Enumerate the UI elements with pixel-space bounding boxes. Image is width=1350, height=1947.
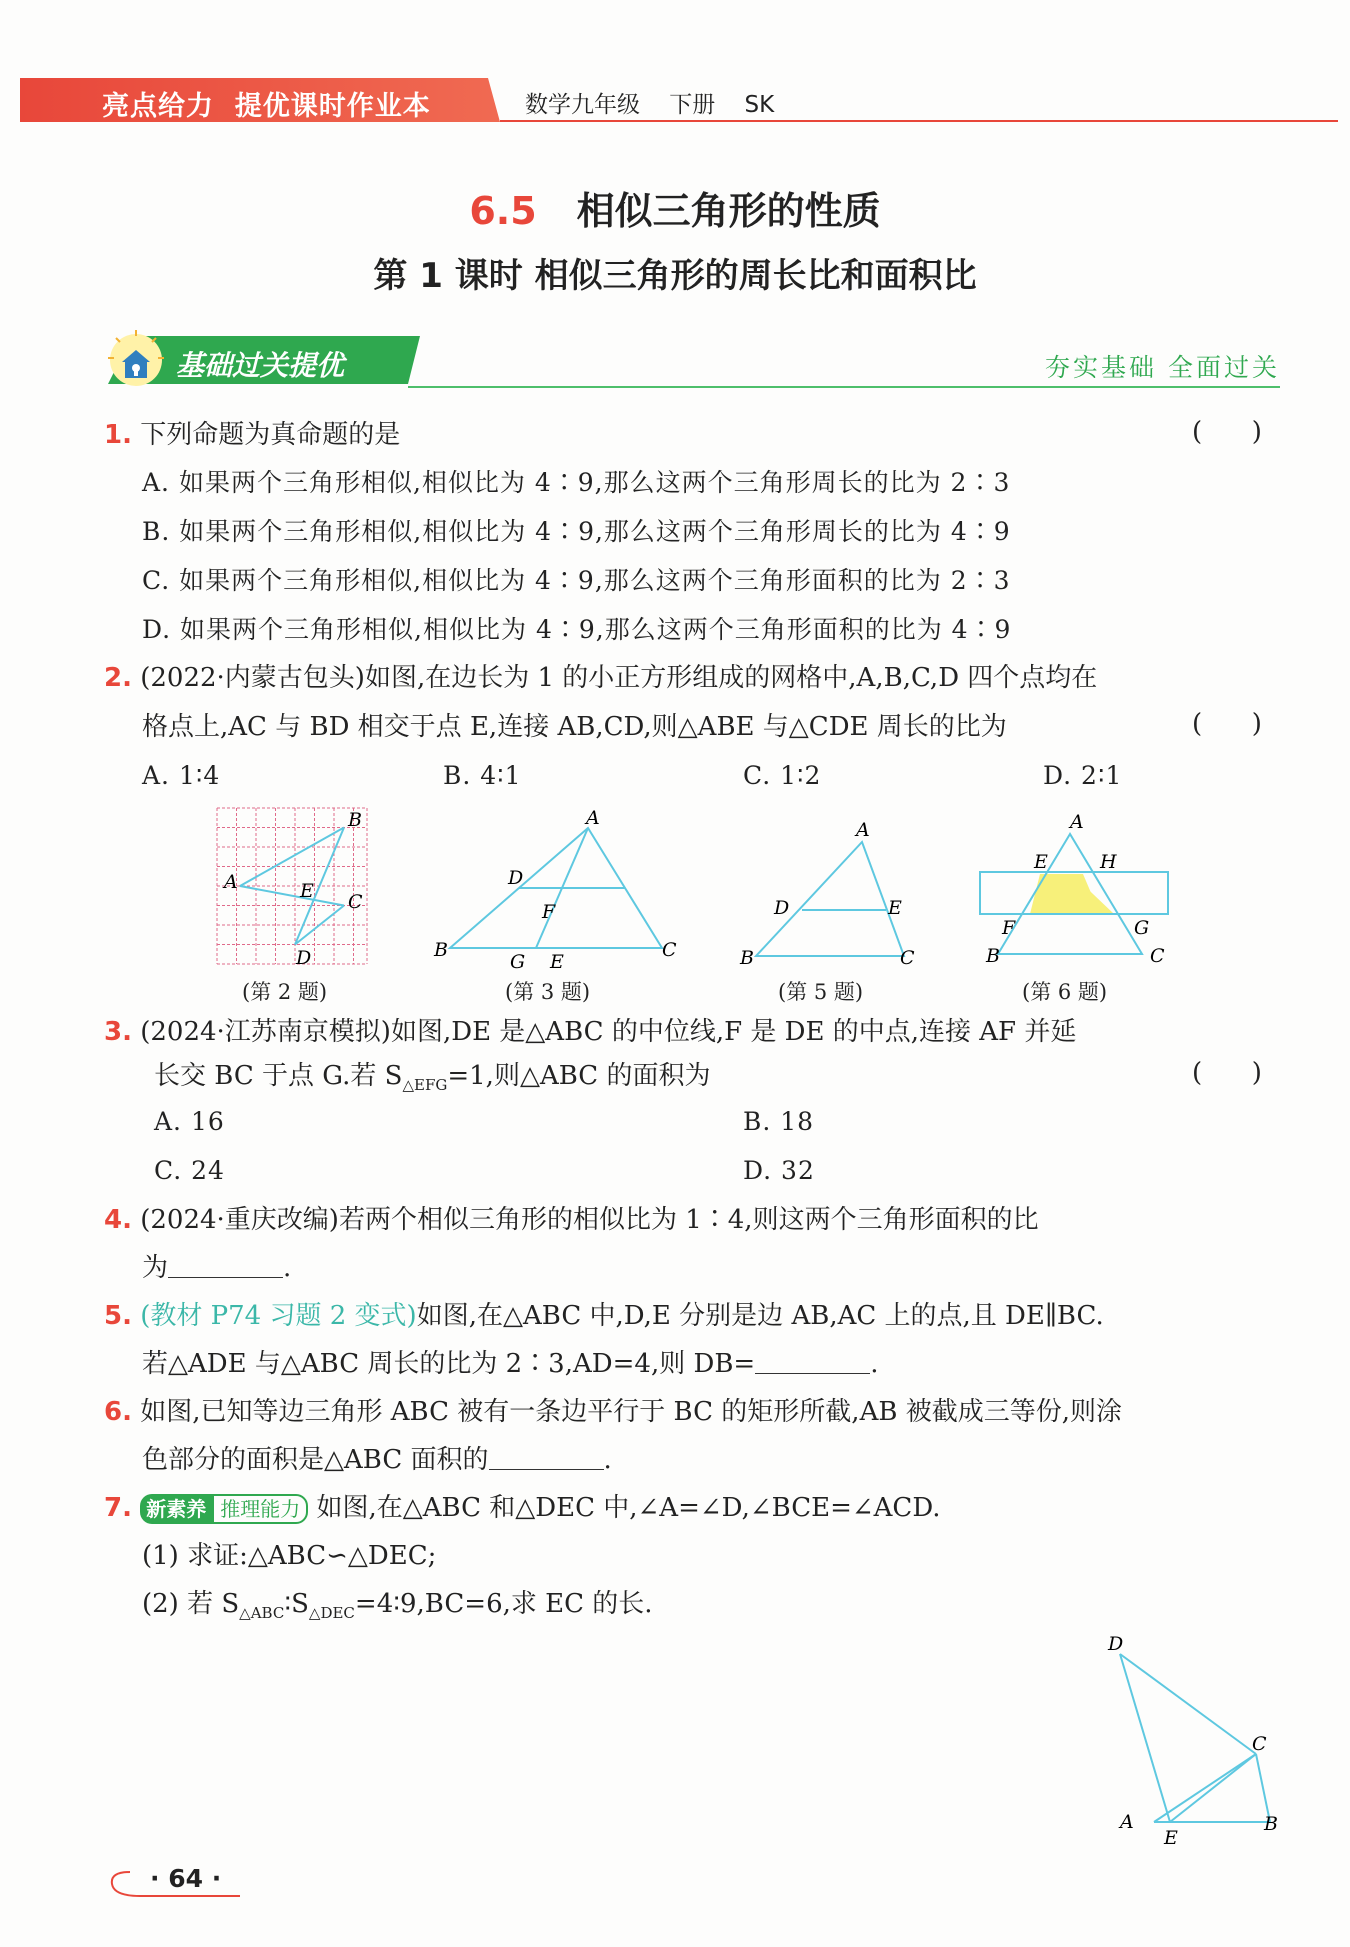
point-label-a: A (224, 871, 238, 893)
figure-q3 (430, 804, 690, 972)
ability-tag: 推理能力 (212, 1494, 308, 1524)
point-label-a: A (586, 807, 600, 829)
point-label-d: D (296, 947, 312, 968)
option-d: D. 如果两个三角形相似,相似比为 4∶9,那么这两个三角形面积的比为 4∶9 (142, 615, 1012, 644)
caption-q6: (第 6 题) (1022, 980, 1108, 1004)
option-a: A. 如果两个三角形相似,相似比为 4∶9,那么这两个三角形周长的比为 2∶3 (142, 468, 1011, 497)
lightbulb-house-icon (108, 330, 168, 390)
question-source: (教材 P74 习题 2 变式) (140, 1301, 417, 1331)
section-main-title: 相似三角形的性质 (576, 189, 881, 233)
question-number: 6. (104, 1397, 132, 1427)
figure-q7 (1100, 1630, 1300, 1850)
point-label-e: E (1034, 851, 1048, 873)
question-4 (104, 1202, 1039, 1238)
answer-blank[interactable] (168, 1255, 283, 1278)
point-label-g: G (1134, 917, 1150, 939)
caption-q5: (第 5 题) (778, 980, 864, 1004)
page-header (20, 78, 1338, 122)
point-label-e: E (550, 951, 564, 972)
option-d: D. 32 (743, 1156, 815, 1185)
answer-blank[interactable] (489, 1447, 604, 1470)
text-fragment: =1,则△ABC 的面积为 (447, 1061, 711, 1091)
point-label-d: D (1108, 1633, 1124, 1655)
option-a: A. 1∶4 (142, 761, 221, 790)
section-banner (108, 336, 1280, 388)
caption-q3: (第 3 题) (505, 980, 591, 1004)
point-label-b: B (434, 939, 448, 961)
question-text: 如图,已知等边三角形 ABC 被有一条边平行于 BC 的矩形所截,AB 被截成三等份,则涂 (140, 1397, 1122, 1427)
text-fragment: 若△ADE 与△ABC 周长的比为 2∶3,AD=4,则 DB= (142, 1349, 756, 1379)
option-b: B. 如果两个三角形相似,相似比为 4∶9,那么这两个三角形周长的比为 4∶9 (142, 517, 1011, 546)
question-7-part1: (1) 求证:△ABC∽△DEC; (142, 1541, 437, 1571)
option-a: A. 16 (154, 1107, 225, 1136)
point-label-f: F (542, 901, 556, 923)
answer-blank[interactable] (755, 1351, 870, 1374)
literacy-tag: 新素养 (140, 1494, 212, 1524)
question-text: 如图,在△ABC 中,D,E 分别是边 AB,AC 上的点,且 DE∥BC. (416, 1301, 1104, 1331)
point-label-c: C (1150, 945, 1165, 967)
question-number: 2. (104, 663, 132, 693)
figure-q5 (734, 814, 924, 974)
point-label-e: E (888, 897, 902, 919)
question-7 (104, 1490, 941, 1526)
header-book-info: 数学九年级 下册 SK (525, 92, 775, 118)
point-label-b: B (348, 809, 362, 831)
option-b: B. 4∶1 (443, 761, 522, 790)
question-number: 5. (104, 1301, 132, 1331)
question-text: (2024·重庆改编)若两个相似三角形的相似比为 1∶4,则这两个三角形面积的比 (140, 1205, 1039, 1235)
page-number: · 64 · (150, 1864, 222, 1893)
point-label-b: B (986, 945, 1000, 967)
question-2 (104, 660, 1097, 696)
figure-q2-grid (212, 804, 372, 968)
question-number: 1. (104, 420, 132, 450)
point-label-g: G (510, 951, 526, 972)
section-title (0, 180, 1350, 235)
header-brand: 亮点给力 提优课时作业本 (102, 91, 431, 122)
question-3 (104, 1014, 1076, 1050)
section-motto: 夯实基础 全面过关 (1045, 353, 1280, 382)
text-fragment: (2) 若 S (142, 1589, 240, 1619)
point-label-c: C (1252, 1733, 1267, 1755)
question-3-line2 (154, 1058, 710, 1103)
point-label-c: C (348, 891, 363, 913)
point-label-c: C (900, 947, 915, 969)
question-number: 7. (104, 1493, 132, 1523)
point-label-a: A (856, 819, 870, 841)
question-7-part2 (142, 1586, 653, 1631)
point-label-b: B (740, 947, 754, 969)
question-6 (104, 1394, 1122, 1430)
question-text: (2022·内蒙古包头)如图,在边长为 1 的小正方形组成的网格中,A,B,C,D 四个点均在 (140, 663, 1098, 693)
point-label-e: E (300, 880, 314, 902)
point-label-d: D (508, 867, 524, 889)
question-5-line2: 若△ADE 与△ABC 周长的比为 2∶3,AD=4,则 DB= . (142, 1349, 879, 1379)
option-d: D. 2∶1 (1043, 761, 1123, 790)
point-label-a: A (1120, 1811, 1134, 1833)
subscript: △DEC (308, 1604, 355, 1623)
option-c: C. 1∶2 (743, 761, 822, 790)
point-label-b: B (1264, 1813, 1278, 1835)
section-number: 6.5 (469, 189, 537, 233)
question-number: 3. (104, 1017, 132, 1047)
text-fragment: ∶S (284, 1589, 309, 1619)
question-1 (104, 417, 400, 453)
option-c: C. 24 (154, 1156, 225, 1185)
page-number-area (100, 1862, 240, 1902)
point-label-e: E (1164, 1827, 1178, 1849)
answer-parentheses: ( ) (1192, 417, 1262, 447)
point-label-h: H (1100, 851, 1117, 873)
option-c: C. 如果两个三角形相似,相似比为 4∶9,那么这两个三角形面积的比为 2∶3 (142, 566, 1011, 595)
figure-q6 (974, 810, 1184, 974)
section-underline (408, 386, 1280, 388)
point-label-d: D (774, 897, 790, 919)
subscript: △EFG (402, 1076, 448, 1095)
answer-parentheses: ( ) (1192, 709, 1262, 739)
section-label: 基础过关提优 (176, 349, 345, 382)
subscript: △ABC (239, 1604, 285, 1623)
question-text: 下列命题为真命题的是 (140, 420, 401, 450)
question-5 (104, 1298, 1104, 1334)
text-fragment: 为 (142, 1253, 169, 1283)
question-text: 如图,在△ABC 和△DEC 中,∠A=∠D,∠BCE=∠ACD. (316, 1493, 941, 1523)
option-b: B. 18 (743, 1107, 815, 1136)
question-text: (2024·江苏南京模拟)如图,DE 是△ABC 的中位线,F 是 DE 的中点,连接 AF 并延 (140, 1017, 1077, 1047)
text-fragment: 长交 BC 于点 G.若 S (154, 1061, 403, 1091)
question-2-line2: 格点上,AC 与 BD 相交于点 E,连接 AB,CD,则△ABE 与△CDE 周长的比为 (142, 712, 1007, 742)
header-divider (500, 120, 1338, 122)
lesson-title: 第 1 课时 相似三角形的周长比和面积比 (373, 256, 977, 296)
question-number: 4. (104, 1205, 132, 1235)
point-label-a: A (1070, 811, 1084, 833)
answer-parentheses: ( ) (1192, 1058, 1262, 1088)
point-label-c: C (662, 939, 677, 961)
point-label-f: F (1002, 917, 1016, 939)
text-fragment: =4∶9,BC=6,求 EC 的长. (354, 1589, 653, 1619)
text-fragment: 色部分的面积是△ABC 面积的 (142, 1445, 489, 1475)
question-6-line2: 色部分的面积是△ABC 面积的 . (142, 1445, 612, 1475)
question-4-line2: 为 . (142, 1253, 292, 1283)
caption-q2: (第 2 题) (242, 980, 328, 1004)
